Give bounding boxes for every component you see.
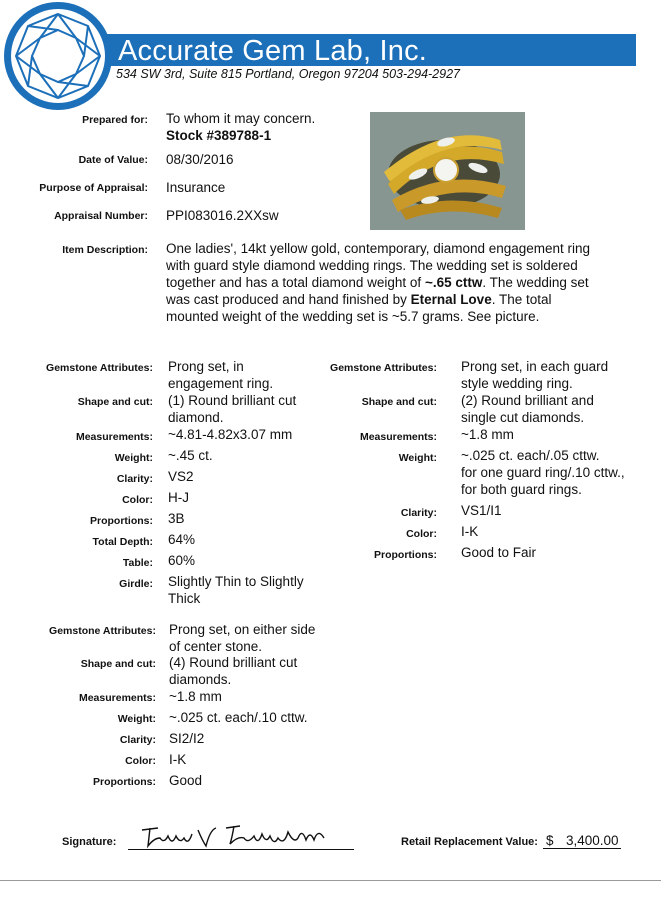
gem3-attributes-line: Prong set, on either side bbox=[169, 622, 316, 637]
gem2-measurements: ~1.8 mm bbox=[461, 427, 514, 442]
gem2-clarity: VS1/I1 bbox=[461, 503, 502, 518]
handwritten-signature bbox=[128, 816, 354, 852]
gem3-shape-line: diamonds. bbox=[169, 672, 232, 687]
retail-replacement-value-label: Retail Replacement Value: bbox=[401, 836, 538, 848]
gem2-attributes-line: style wedding ring. bbox=[461, 376, 573, 391]
item-description-label: Item Description: bbox=[62, 244, 148, 256]
gem1-clarity: VS2 bbox=[168, 469, 194, 484]
company-address: 534 SW 3rd, Suite 815 Portland, Oregon 97204 503-294-2927 bbox=[116, 67, 460, 81]
appraisal-number-label: Appraisal Number: bbox=[54, 210, 148, 222]
gem2-attributes-label: Gemstone Attributes: bbox=[330, 362, 437, 374]
gem3-clarity: SI2/I2 bbox=[169, 731, 205, 746]
gem1-table-label: Table: bbox=[122, 557, 153, 569]
gem1-girdle-line: Slightly Thin to Slightly bbox=[168, 574, 304, 589]
gem2-shape-line: single cut diamonds. bbox=[461, 410, 585, 425]
gem2-weight-label: Weight: bbox=[398, 452, 437, 464]
gem2-measurements-label: Measurements: bbox=[359, 431, 437, 443]
purpose-value: Insurance bbox=[166, 180, 226, 195]
gem1-attributes-line: Prong set, in bbox=[168, 359, 244, 374]
gem2-shape-label: Shape and cut: bbox=[361, 396, 437, 408]
gem3-weight-label: Weight: bbox=[117, 713, 156, 725]
gem3-shape bbox=[169, 654, 297, 688]
ring-photo bbox=[370, 112, 525, 230]
gem1-shape-label: Shape and cut: bbox=[77, 396, 153, 408]
gem-logo-icon bbox=[2, 0, 114, 112]
purpose-label: Purpose of Appraisal: bbox=[39, 182, 148, 194]
gem3-attributes-label: Gemstone Attributes: bbox=[49, 625, 156, 637]
gem2-color: I-K bbox=[461, 524, 479, 539]
prepared-for-label: Prepared for: bbox=[82, 114, 148, 126]
description-text: was cast produced and hand finished by bbox=[166, 292, 411, 307]
gem2-color-label: Color: bbox=[406, 528, 437, 540]
description-line bbox=[166, 274, 646, 291]
gem2-proportions-label: Proportions: bbox=[374, 549, 437, 561]
date-of-value: 08/30/2016 bbox=[166, 152, 234, 167]
gem1-clarity-label: Clarity: bbox=[116, 473, 153, 485]
gem2-clarity-label: Clarity: bbox=[400, 507, 437, 519]
gem1-shape-line: (1) Round brilliant cut bbox=[168, 393, 297, 408]
description-line: One ladies', 14kt yellow gold, contemporary, diamond engagement ring bbox=[166, 241, 591, 256]
gem2-attributes bbox=[461, 358, 608, 392]
gem3-proportions: Good bbox=[169, 773, 203, 788]
gem3-clarity-label: Clarity: bbox=[119, 734, 156, 746]
gem1-table: 60% bbox=[168, 553, 196, 568]
gem1-girdle-label: Girdle: bbox=[119, 578, 153, 590]
description-text: . The total bbox=[491, 292, 552, 307]
description-line: mounted weight of the wedding set is ~5.7 grams. See picture. bbox=[166, 309, 540, 324]
gem1-attributes-line: engagement ring. bbox=[168, 376, 274, 391]
gem1-depth: 64% bbox=[168, 532, 196, 547]
gem2-attributes-line: Prong set, in each guard bbox=[461, 359, 609, 374]
retail-replacement-value: 3,400.00 bbox=[566, 833, 619, 848]
gem1-shape-line: diamond. bbox=[168, 410, 224, 425]
date-of-value-label: Date of Value: bbox=[78, 154, 148, 166]
item-description bbox=[166, 240, 646, 325]
gem3-shape-label: Shape and cut: bbox=[80, 658, 156, 670]
signature-line bbox=[128, 849, 354, 850]
gem1-measurements: ~4.81-4.82x3.07 mm bbox=[168, 427, 293, 442]
gem2-weight bbox=[461, 447, 625, 498]
gem3-measurements: ~1.8 mm bbox=[169, 689, 222, 704]
gem3-attributes-line: of center stone. bbox=[169, 639, 263, 654]
gem1-weight-label: Weight: bbox=[114, 452, 153, 464]
gem2-shape-line: (2) Round brilliant and bbox=[461, 393, 594, 408]
gem1-girdle bbox=[168, 573, 304, 607]
gem1-proportions-label: Proportions: bbox=[90, 515, 153, 527]
gem2-weight-line: for both guard rings. bbox=[461, 482, 582, 497]
gem1-depth-label: Total Depth: bbox=[92, 536, 153, 548]
gem2-weight-line: for one guard ring/.10 cttw., bbox=[461, 465, 625, 480]
gem1-proportions: 3B bbox=[168, 511, 185, 526]
gem2-proportions: Good to Fair bbox=[461, 545, 537, 560]
gem1-girdle-line: Thick bbox=[168, 591, 201, 606]
gem3-color: I-K bbox=[169, 752, 187, 767]
signature-label: Signature: bbox=[62, 836, 117, 848]
prepared-for-value: To whom it may concern. bbox=[166, 111, 316, 126]
gem1-measurements-label: Measurements: bbox=[75, 431, 153, 443]
description-line: with guard style diamond wedding rings. The wedding set is soldered bbox=[166, 258, 578, 273]
currency-symbol: $ bbox=[546, 833, 554, 848]
description-line bbox=[166, 291, 646, 308]
gem2-weight-line: ~.025 ct. each/.05 cttw. bbox=[461, 448, 600, 463]
manufacturer-name: Eternal Love bbox=[410, 292, 492, 307]
stock-number: Stock #389788-1 bbox=[166, 128, 272, 143]
description-text: together and has a total diamond weight of bbox=[166, 275, 425, 290]
gem1-color-label: Color: bbox=[122, 494, 153, 506]
value-underline bbox=[543, 848, 621, 849]
gem2-shape bbox=[461, 392, 594, 426]
gem3-proportions-label: Proportions: bbox=[93, 776, 156, 788]
bottom-divider bbox=[0, 880, 661, 881]
gem1-attributes-label: Gemstone Attributes: bbox=[46, 362, 153, 374]
appraisal-number: PPI083016.2XXsw bbox=[166, 208, 279, 223]
gem3-shape-line: (4) Round brilliant cut bbox=[169, 655, 298, 670]
gem3-weight: ~.025 ct. each/.10 cttw. bbox=[169, 710, 308, 725]
gem3-attributes bbox=[169, 621, 315, 655]
description-text: . The wedding set bbox=[482, 275, 589, 290]
company-name: Accurate Gem Lab, Inc. bbox=[118, 35, 428, 67]
total-diamond-weight: ~.65 cttw bbox=[424, 275, 483, 290]
gem3-color-label: Color: bbox=[125, 755, 156, 767]
gem1-attributes bbox=[168, 358, 273, 392]
gem1-weight: ~.45 ct. bbox=[168, 448, 213, 463]
gem1-shape bbox=[168, 392, 296, 426]
gem1-color: H-J bbox=[168, 490, 189, 505]
gem3-measurements-label: Measurements: bbox=[78, 692, 156, 704]
